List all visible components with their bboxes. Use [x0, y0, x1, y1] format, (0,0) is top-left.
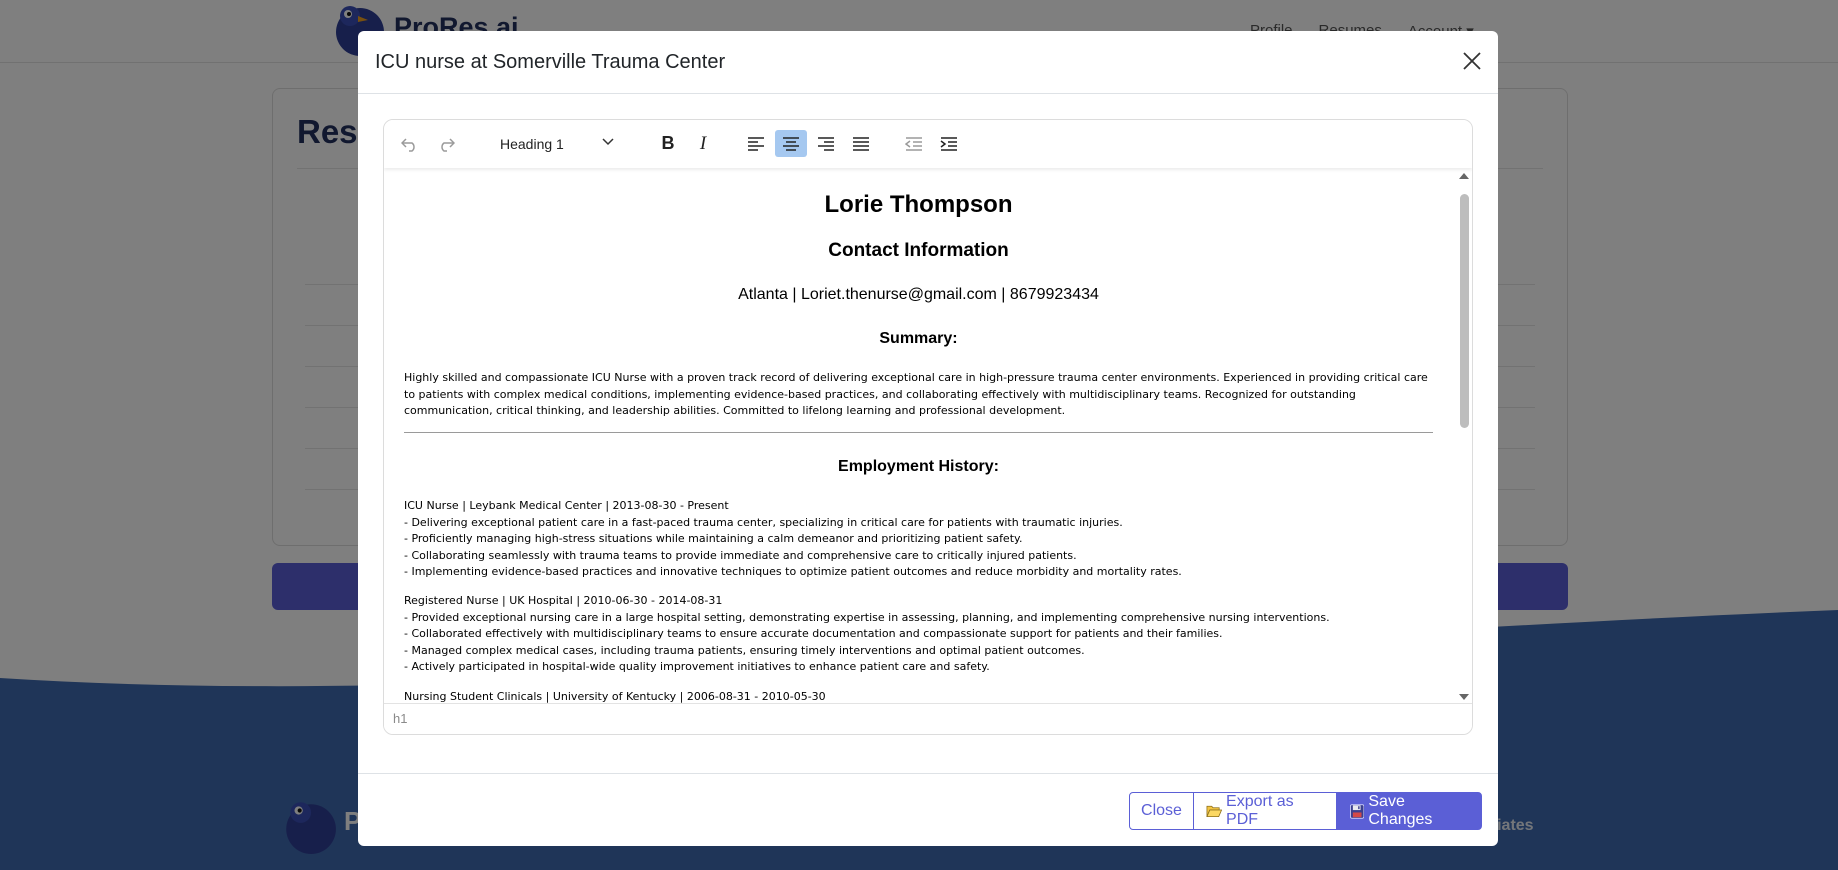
job-entry: [404, 689, 1433, 704]
job-bullet: - Collaborated effectively with multidisciplinary teams to ensure accurate documentation and compassionate support for patients and their families.: [404, 627, 1223, 641]
close-button[interactable]: [1129, 792, 1194, 830]
job-bullet: - Proficiently managing high-stress situations while maintaining a calm demeanor and prioritizing patient safety.: [404, 532, 1023, 546]
floppy-disk-icon: [1350, 804, 1364, 819]
job-title: ICU Nurse | Leybank Medical Center | 2013-08-30 - Present: [404, 499, 729, 512]
block-format-select[interactable]: [492, 130, 622, 157]
export-pdf-button[interactable]: [1194, 792, 1337, 830]
rich-text-editor: [383, 119, 1473, 735]
chevron-down-icon: [602, 138, 614, 146]
job-bullet: - Implementing evidence-based practices and innovative techniques to optimize patient outcomes and reduce morbidity and mortality rates.: [404, 565, 1182, 579]
scrollbar-thumb[interactable]: [1460, 194, 1469, 428]
employment-heading: Employment History:: [838, 458, 999, 475]
align-left-icon[interactable]: [740, 130, 772, 157]
job-entry: [404, 498, 1433, 581]
italic-icon[interactable]: I: [699, 132, 707, 154]
editor-toolbar: [384, 120, 1472, 168]
redo-icon[interactable]: [430, 130, 462, 157]
job-bullet: - Delivering exceptional patient care in a fast-paced trauma center, specializing in critical care for patients with traumatic injuries.: [404, 515, 1123, 529]
indent-icon[interactable]: [933, 130, 965, 157]
close-icon[interactable]: [1454, 43, 1490, 79]
job-bullet: - Managed complex medical cases, including trauma patients, ensuring timely interventions and optimal patient outcomes.: [404, 643, 1085, 657]
editor-scrollbar[interactable]: [1456, 168, 1472, 704]
save-changes-button[interactable]: [1337, 792, 1482, 830]
job-bullet: - Collaborating seamlessly with trauma teams to provide immediate and comprehensive care to critically injured patients.: [404, 548, 1077, 562]
undo-icon[interactable]: [394, 130, 426, 157]
summary-text: Highly skilled and compassionate ICU Nurse with a proven track record of delivering exceptional care in high-pressure trauma center environments. Experienced in providing critical care to patients with complex medical conditions, implementing evidence-based practices, and collaborating effectively with multidisciplinary teams. Recognized for outstanding communication, critical thinking, and leadership abilities. Committed to lifelong learning and professional development.: [404, 371, 1428, 418]
divider: [404, 432, 1433, 433]
editor-statusbar: [384, 703, 1472, 734]
action-button-group: [1129, 792, 1482, 830]
bold-icon[interactable]: B: [661, 133, 675, 153]
close-button-label: Close: [1141, 802, 1182, 819]
scroll-up-icon[interactable]: [1459, 172, 1469, 179]
align-justify-icon[interactable]: [845, 130, 877, 157]
job-entry: [404, 593, 1433, 676]
resume-name: Lorie Thompson: [824, 191, 1013, 218]
export-button-label: Export as PDF: [1226, 793, 1294, 828]
contact-line: Atlanta | Loriet.thenurse@gmail.com | 8679923434: [738, 286, 1099, 303]
outdent-icon[interactable]: [898, 130, 930, 157]
contact-heading: Contact Information: [828, 240, 1009, 261]
job-bullet: - Provided exceptional nursing care in a large hospital setting, demonstrating expertise in assessing, planning, and implementing comprehensive nursing interventions.: [404, 610, 1330, 624]
job-title: Nursing Student Clinicals | University of Kentucky | 2006-08-31 - 2010-05-30: [404, 690, 826, 703]
align-center-icon[interactable]: [775, 130, 807, 157]
folder-open-icon: [1206, 804, 1222, 818]
scroll-down-icon[interactable]: [1459, 694, 1469, 701]
save-button-label: Save Changes: [1368, 793, 1433, 828]
modal-footer: [358, 773, 1498, 846]
block-format-value: Heading 1: [500, 135, 564, 152]
modal-title: ICU nurse at Somerville Trauma Center: [375, 51, 726, 73]
element-path[interactable]: h1: [393, 711, 408, 726]
job-title: Registered Nurse | UK Hospital | 2010-06-30 - 2014-08-31: [404, 594, 723, 607]
summary-heading: Summary:: [879, 330, 958, 347]
modal-header: [358, 31, 1498, 94]
align-right-icon[interactable]: [810, 130, 842, 157]
job-bullet: - Actively participated in hospital-wide quality improvement initiatives to enhance patient care and safety.: [404, 660, 990, 674]
edit-resume-modal: [358, 31, 1498, 846]
editor-content[interactable]: [384, 168, 1458, 704]
